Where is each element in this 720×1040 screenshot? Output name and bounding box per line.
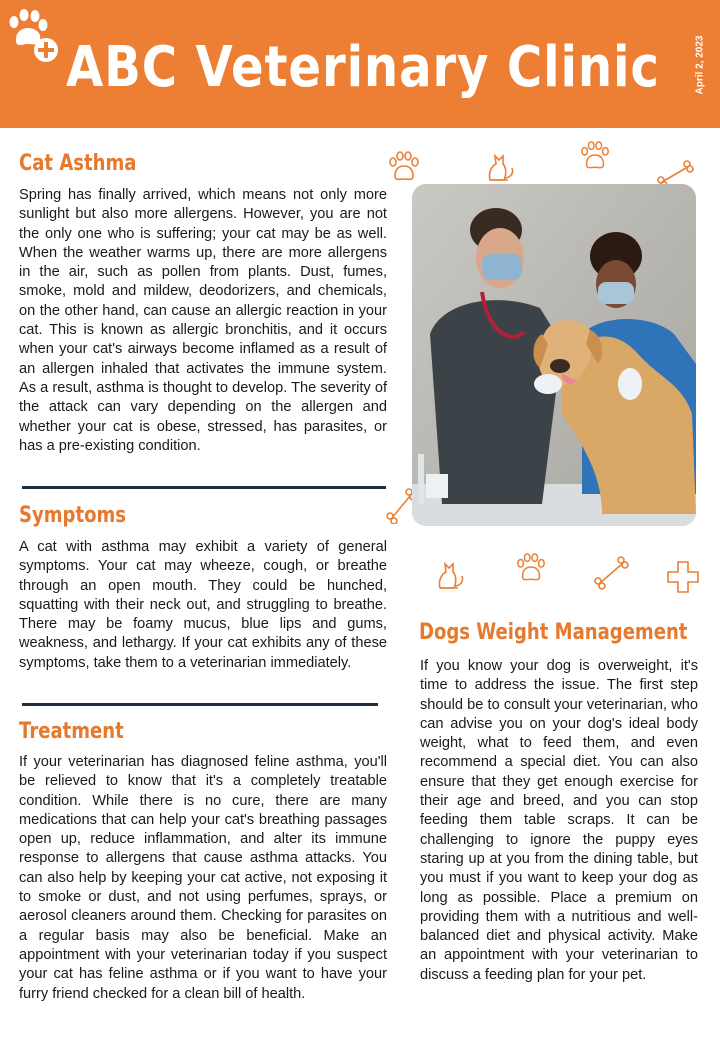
cat-icon: [482, 148, 518, 189]
section-heading-cat-asthma: Cat Asthma: [19, 151, 137, 176]
section-body-symptoms: A cat with asthma may exhibit a variety of general symptoms. Your cat may wheeze, cough, or breathe through an open mouth. They could be hunched, squatting with their neck out, and struggling to breathe. There may be foamy mucus, blue lips and gums, weakness, and lethargy. If your cat exhibits any of these symptoms, take them to a veterinarian immediately.: [19, 539, 387, 671]
paw-icon: [578, 140, 612, 177]
section-heading-symptoms: Symptoms: [19, 503, 127, 528]
section-heading-dogs-weight: Dogs Weight Management: [419, 620, 688, 645]
section-heading-treatment: Treatment: [19, 719, 124, 744]
bone-icon: [592, 556, 630, 595]
section-divider: [22, 703, 378, 706]
clinic-title: ABC Veterinary Clinic: [66, 35, 660, 100]
paw-plus-logo-icon: [4, 6, 64, 66]
issue-date-container: [680, 30, 720, 100]
cat-icon: [432, 556, 468, 597]
issue-date: April 2, 2023: [694, 35, 706, 95]
vet-examining-dog-photo: [412, 184, 696, 526]
header-banner: [0, 0, 720, 128]
section-body-cat-asthma: Spring has finally arrived, which means not only more sunlight but also more allergens. However, you are not the only one who is suffering; your cat may be as well. When the weather warms up, there are more allergens in the air, such as pollen from plants. Dust, fumes, smoke, mold and mildew, deodorizers, and chemicals, on the other hand, can cause an allergic reaction in your cat. This is known as allergic bronchitis, and it occurs when your cat's airways become inflamed as a result of an allergen inhaled that activates the immune system. As a result, asthma is thought to develop. The severity of the attack can vary depending on the allergen and whether your cat is obese, stressed, has parasites, or has a pre-existing condition.: [19, 187, 387, 454]
plus-icon: [666, 560, 700, 599]
section-body-dogs-weight: If you know your dog is overweight, it's time to address the issue. The first step should be to consult your veterinarian, who can advise you on your dog's ideal body weight, what to feed them, and even recommend a special diet. You can also ensure that they get enough exercise for their age and breed, and you can stop feeding them table scraps. It can be challenging to ignore the puppy eyes staring up at you from the dining table, but you must if you want to keep your dog as long as possible. Place a premium on providing them with a nutritious and well-balanced diet and physical activity. Make an appointment with your veterinarian to discuss a feeding plan for your pet.: [420, 658, 698, 983]
section-divider: [22, 486, 386, 489]
paw-icon: [514, 552, 548, 589]
section-body-treatment: If your veterinarian has diagnosed feline asthma, you'll be relieved to know that it's a completely treatable condition. While there is no cure, there are many medications that can help your cat's breathing passages open up, reduce inflammation, and alter its immune response to allergens that cause asthma attacks. You can also help by keeping your cat active, not exposing it to smoke or dust, and not using perfumes, sprays, or aerosol cleaners around them. Checking for parasites on a regular basis may also be beneficial. Make an appointment with your veterinarian today if you suspect your cat has feline asthma or if you want to have your furry friend checked for a clean bill of health.: [19, 754, 387, 1002]
paw-icon: [386, 150, 422, 189]
